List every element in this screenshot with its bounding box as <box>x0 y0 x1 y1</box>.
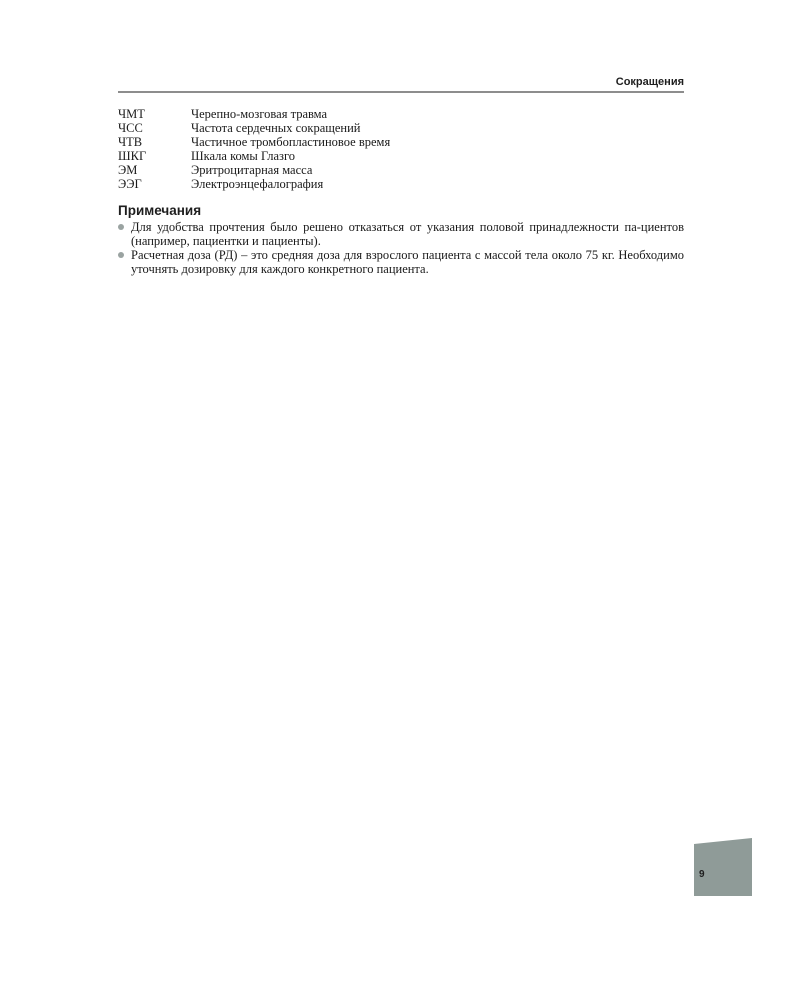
abbreviation-code: ЧТВ <box>118 135 143 149</box>
bullet-icon <box>118 252 124 258</box>
abbreviation-row <box>118 107 684 121</box>
abbreviation-definition: Частичное тромбопластиновое время <box>191 135 391 149</box>
bullet-icon <box>118 224 124 230</box>
abbreviation-row <box>118 163 684 177</box>
note-text: Расчетная доза (РД) – это средняя доза для взрослого пациента с массой тела около 75 кг. Необходимо уточнять дозировку для каждого конкретного пациента. <box>131 248 684 276</box>
page-number: 9 <box>699 869 705 880</box>
abbreviation-definition: Эритроцитарная масса <box>191 163 313 177</box>
abbreviation-code: ЧМТ <box>118 107 145 121</box>
running-head: Сокращения <box>615 76 684 88</box>
note-item <box>118 248 684 276</box>
note-text: Для удобства прочтения было решено отказаться от указания половой принадлежности па-циентов (например, пациентки и пациенты). <box>131 220 684 248</box>
abbreviation-row <box>118 121 684 135</box>
header-rule <box>118 91 684 93</box>
abbreviation-definition: Частота сердечных сокращений <box>191 121 361 135</box>
abbreviation-definition: Черепно-мозговая травма <box>191 107 328 121</box>
page-number-tab <box>694 838 752 896</box>
abbreviation-code: ШКГ <box>118 149 147 163</box>
abbreviation-definition: Электроэнцефалография <box>191 177 324 191</box>
abbreviation-row <box>118 135 684 149</box>
notes-heading: Примечания <box>118 203 202 218</box>
abbreviation-definition: Шкала комы Глазго <box>191 149 296 163</box>
abbreviation-code: ЭМ <box>118 163 138 177</box>
abbreviation-code: ЧСС <box>118 121 143 135</box>
notes-section <box>118 203 684 276</box>
abbreviation-row <box>118 177 684 191</box>
notes-list <box>118 220 684 276</box>
abbreviation-row <box>118 149 684 163</box>
abbreviation-code: ЭЭГ <box>118 177 142 191</box>
abbreviation-list <box>118 107 684 191</box>
note-item <box>118 220 684 248</box>
